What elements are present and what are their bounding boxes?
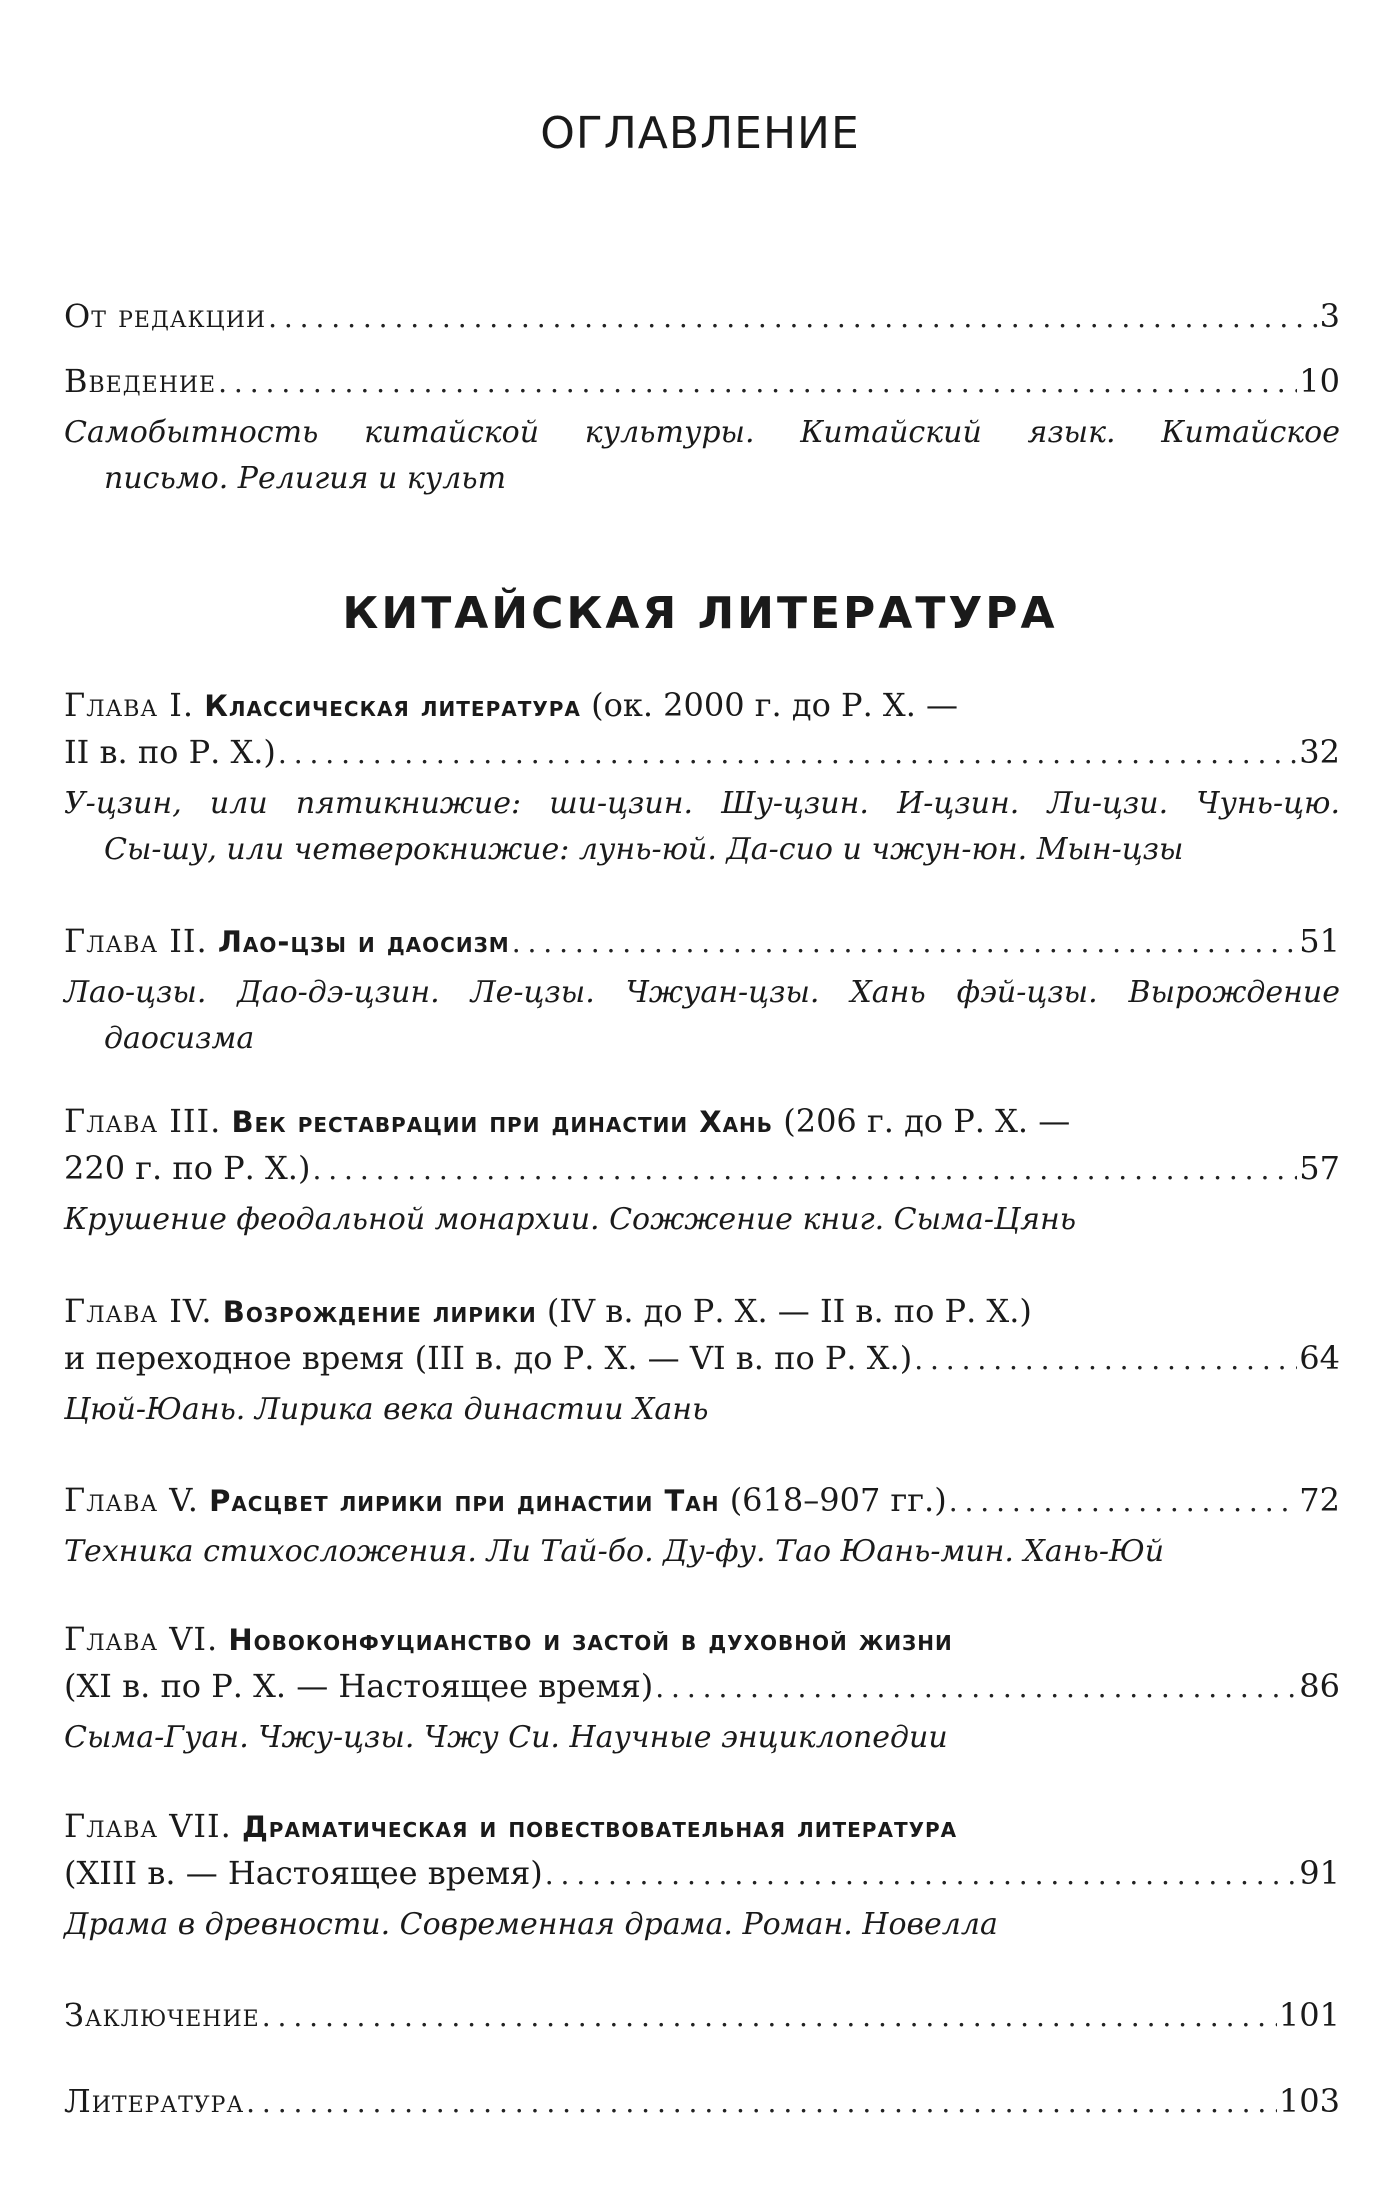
chapter-prefix: Глава VII. xyxy=(64,1807,232,1845)
page-title: ОГЛАВЛЕНИЕ xyxy=(540,108,860,159)
chapter-prefix: Глава VI. xyxy=(64,1620,219,1658)
leader-dots xyxy=(545,1850,1298,1898)
entry-description xyxy=(64,410,1340,502)
chapter-title: Новоконфуцианство и застой в духовной жизни xyxy=(228,1623,953,1657)
toc-entry-chapter-5[interactable] xyxy=(64,1477,1340,1575)
desc-line: даосизма xyxy=(104,1021,255,1056)
desc-line: Техника стихосложения. Ли Тай-бо. Ду-фу. Тао Юань-мин. Хань-Юй xyxy=(64,1534,1165,1569)
leader-dots xyxy=(268,293,1318,341)
entry-description xyxy=(64,1902,1340,1948)
entry-description xyxy=(64,1387,1340,1433)
leader-dots xyxy=(278,729,1297,777)
entry-label: От редакции xyxy=(64,297,267,335)
desc-line: письмо. Религия и культ xyxy=(104,461,507,496)
page-number: 57 xyxy=(1299,1149,1340,1187)
toc-entry-chapter-6[interactable] xyxy=(64,1616,1340,1761)
leader-dots xyxy=(949,1477,1298,1525)
page-number: 32 xyxy=(1299,733,1340,771)
chapter-dates-cont: II в. по Р. Х.) xyxy=(64,733,276,771)
leader-dots xyxy=(655,1663,1297,1711)
chapter-dates-cont: 220 г. по Р. Х.) xyxy=(64,1149,311,1187)
desc-line: Лао-цзы. Дао-дэ-цзин. Ле-цзы. Чжуан-цзы. Хань фэй-цзы. Вырождение xyxy=(64,975,1340,1010)
desc-line: У-цзин, или пятикнижие: ши-цзин. Шу-цзин. И-цзин. Ли-цзи. Чунь-цю. xyxy=(64,786,1340,821)
toc-entry-chapter-3[interactable] xyxy=(64,1098,1340,1243)
entry-label: Литература xyxy=(64,2082,245,2120)
leader-dots xyxy=(246,2078,1277,2126)
leader-dots xyxy=(312,1145,1297,1193)
entry-description xyxy=(64,1197,1340,1243)
page-number: 101 xyxy=(1278,1996,1340,2034)
page-number: 86 xyxy=(1299,1667,1340,1705)
toc-entry-editorial[interactable] xyxy=(64,293,1340,341)
chapter-dates: (206 г. до Р. Х. — xyxy=(783,1102,1071,1140)
chapter-dates: (ок. 2000 г. до Р. Х. — xyxy=(591,686,959,724)
entry-label: Введение xyxy=(64,362,217,400)
chapter-title: Возрождение лирики xyxy=(222,1295,537,1329)
page-number: 103 xyxy=(1278,2082,1340,2120)
toc-entry-conclusion[interactable] xyxy=(64,1992,1340,2040)
page-number: 91 xyxy=(1299,1854,1340,1892)
toc-entry-literature[interactable] xyxy=(64,2078,1340,2126)
chapter-dates: (IV в. до Р. Х. — II в. по Р. Х.) xyxy=(546,1292,1032,1330)
desc-line: Сы-шу, или четверокнижие: лунь-юй. Да-сио и чжун-юн. Мын-цзы xyxy=(104,832,1184,867)
page-number: 3 xyxy=(1319,297,1340,335)
desc-line: Самобытность китайской культуры. Китайский язык. Китайское xyxy=(64,415,1340,450)
chapter-prefix: Глава V. xyxy=(64,1481,199,1519)
leader-dots xyxy=(262,1992,1277,2040)
leader-dots xyxy=(218,358,1297,406)
chapter-dates: (XI в. по Р. Х. — Настоящее время) xyxy=(64,1667,654,1705)
chapter-dates: (618–907 гг.) xyxy=(729,1481,947,1519)
chapter-prefix: Глава IV. xyxy=(64,1292,213,1330)
entry-label: Заключение xyxy=(64,1996,260,2034)
chapter-prefix: Глава II. xyxy=(64,922,208,960)
page-number: 10 xyxy=(1299,362,1340,400)
toc-entry-chapter-4[interactable] xyxy=(64,1288,1340,1433)
desc-line: Сыма-Гуан. Чжу-цзы. Чжу Си. Научные энциклопедии xyxy=(64,1720,948,1755)
chapter-title: Драматическая и повествовательная литература xyxy=(241,1810,958,1844)
section-heading: КИТАЙСКАЯ ЛИТЕРАТУРА xyxy=(342,588,1058,639)
page-number: 51 xyxy=(1299,922,1340,960)
chapter-dates-cont: и переходное время (III в. до Р. Х. — VI в. по Р. Х.) xyxy=(64,1339,913,1377)
page-number: 72 xyxy=(1299,1481,1340,1519)
chapter-prefix: Глава I. xyxy=(64,686,195,724)
chapter-dates: (XIII в. — Настоящее время) xyxy=(64,1854,543,1892)
chapter-prefix: Глава III. xyxy=(64,1102,222,1140)
entry-description xyxy=(64,1715,1340,1761)
page-number: 64 xyxy=(1299,1339,1340,1377)
chapter-title: Классическая литература xyxy=(204,689,581,723)
entry-description xyxy=(64,1529,1340,1575)
leader-dots xyxy=(512,918,1298,966)
toc-entry-chapter-2[interactable] xyxy=(64,918,1340,1062)
chapter-title: Век реставрации при династии Хань xyxy=(231,1105,774,1139)
toc-entry-chapter-7[interactable] xyxy=(64,1803,1340,1948)
leader-dots xyxy=(914,1335,1297,1383)
toc-entry-intro[interactable] xyxy=(64,358,1340,502)
entry-description xyxy=(64,970,1340,1062)
desc-line: Драма в древности. Современная драма. Роман. Новелла xyxy=(64,1907,998,1942)
toc-entry-chapter-1[interactable] xyxy=(64,682,1340,873)
desc-line: Цюй-Юань. Лирика века династии Хань xyxy=(64,1392,709,1427)
entry-description xyxy=(64,781,1340,873)
desc-line: Крушение феодальной монархии. Сожжение книг. Сыма-Цянь xyxy=(64,1202,1077,1237)
chapter-title: Лао-цзы и даосизм xyxy=(217,925,510,959)
chapter-title: Расцвет лирики при династии Тан xyxy=(209,1484,720,1518)
